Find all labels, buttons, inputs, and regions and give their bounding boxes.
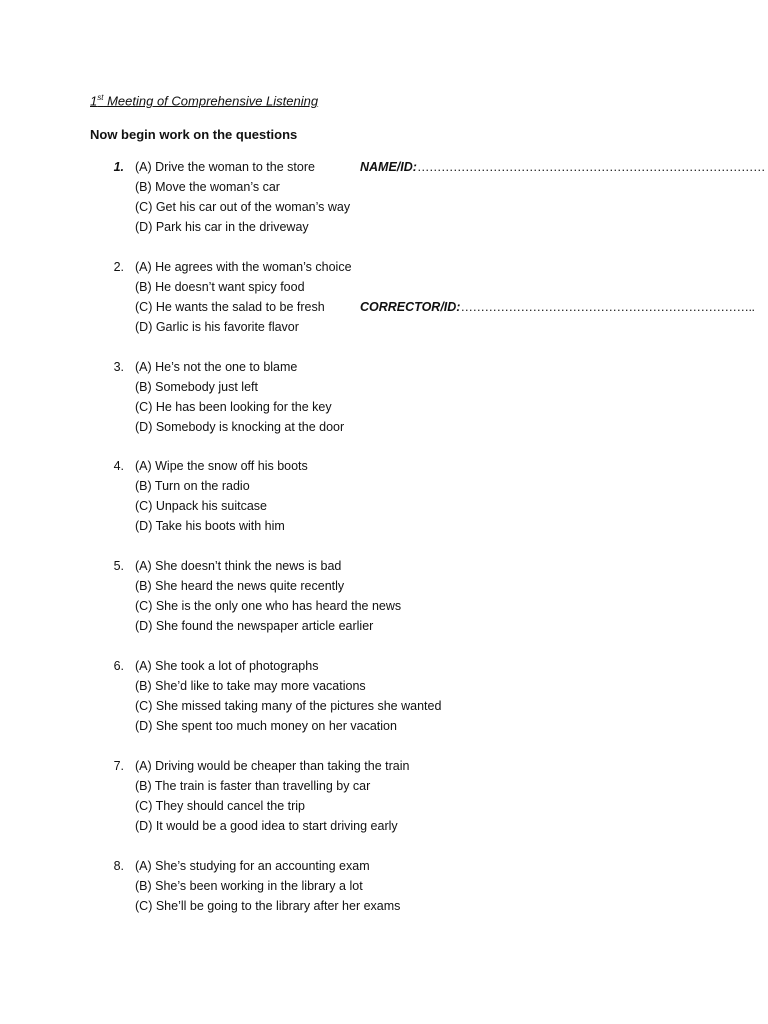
answer-option[interactable]: (A) She took a lot of photographs	[135, 659, 319, 673]
answer-option[interactable]: (B) Move the woman’s car	[135, 180, 280, 194]
question-number: 5.	[113, 559, 124, 574]
answer-option[interactable]: (D) Take his boots with him	[135, 519, 285, 534]
question-number: 3.	[113, 359, 124, 374]
answer-option[interactable]: (A) Drive the woman to the store	[135, 160, 315, 174]
answer-option[interactable]: (C) Unpack his suitcase	[135, 499, 267, 514]
name-label: NAME/ID:	[360, 160, 417, 174]
answer-option[interactable]: (C) He wants the salad to be fresh	[135, 299, 325, 314]
answer-option[interactable]: (A) She’s studying for an accounting exam	[135, 858, 370, 873]
corrector-field[interactable]	[360, 300, 754, 314]
answer-option[interactable]: (C) She missed taking many of the pictures she wanted	[135, 699, 442, 713]
answer-option[interactable]: (D) Park his car in the driveway	[135, 220, 309, 234]
answer-option[interactable]: (B) She’s been working in the library a lot	[135, 878, 363, 893]
corrector-label: CORRECTOR/ID:	[360, 300, 461, 314]
question-number: 4.	[113, 459, 124, 474]
answer-option[interactable]: (D) It would be a good idea to start driving early	[135, 818, 398, 833]
page-title: 1st Meeting of Comprehensive Listening	[90, 93, 319, 109]
corrector-dots: ………………………………………………………………..	[460, 300, 755, 314]
answer-option[interactable]: (C) She’ll be going to the library after her exams	[135, 898, 401, 913]
answer-option[interactable]: (A) Driving would be cheaper than taking the train	[135, 758, 410, 773]
answer-option[interactable]: (C) They should cancel the trip	[135, 798, 305, 813]
answer-option[interactable]: (C) He has been looking for the key	[135, 399, 332, 414]
answer-option[interactable]: (B) She’d like to take may more vacations	[135, 679, 366, 693]
answer-option[interactable]: (A) He’s not the one to blame	[135, 359, 298, 374]
question-number: 8.	[113, 858, 124, 873]
answer-option[interactable]: (B) She heard the news quite recently	[135, 579, 345, 594]
answer-option[interactable]: (D) She spent too much money on her vacation	[135, 719, 397, 733]
answer-option[interactable]: (D) She found the newspaper article earlier	[135, 619, 374, 634]
answer-option[interactable]: (D) Somebody is knocking at the door	[135, 419, 345, 434]
answer-option[interactable]: (A) He agrees with the woman’s choice	[135, 259, 352, 274]
answer-option[interactable]: (C) She is the only one who has heard the news	[135, 599, 402, 614]
name-field[interactable]	[360, 160, 765, 174]
question-number: 6.	[113, 659, 124, 673]
answer-option[interactable]: (A) She doesn’t think the news is bad	[135, 559, 342, 574]
answer-option[interactable]: (B) The train is faster than travelling by car	[135, 778, 371, 793]
answer-option[interactable]: (B) Turn on the radio	[135, 479, 250, 494]
name-dots: ……………………………………………………………………………	[416, 160, 765, 174]
answer-option[interactable]: (B) He doesn’t want spicy food	[135, 279, 305, 294]
answer-option[interactable]: (A) Wipe the snow off his boots	[135, 459, 308, 474]
answer-option[interactable]: (D) Garlic is his favorite flavor	[135, 319, 299, 334]
question-number: 7.	[113, 758, 124, 773]
instructions: Now begin work on the questions	[90, 127, 298, 142]
question-number: 2.	[113, 259, 124, 274]
answer-option[interactable]: (C) Get his car out of the woman’s way	[135, 200, 351, 214]
question-number: 1.	[113, 160, 124, 174]
answer-option[interactable]: (B) Somebody just left	[135, 379, 258, 394]
